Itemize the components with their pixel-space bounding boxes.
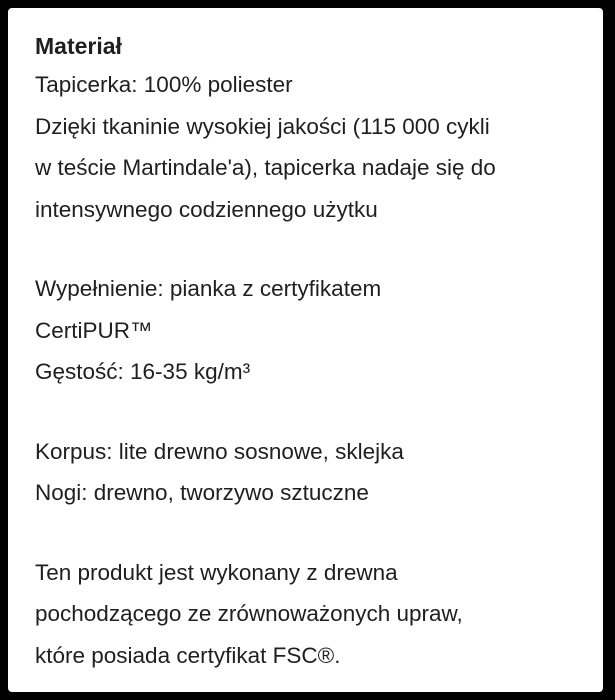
paragraph-spacer [35, 230, 603, 268]
sustainability-line: które posiada certyfikat FSC®. [35, 642, 341, 668]
paragraph-spacer [35, 514, 603, 552]
filling-block [35, 268, 603, 393]
upholstery-description-line: intensywnego codziennego użytku [35, 196, 378, 222]
sustainability-line: pochodzącego ze zrównoważonych upraw, [35, 601, 463, 626]
filling-line: Wypełnienie: pianka z certyfikatem [35, 276, 382, 301]
legs-line: Nogi: drewno, tworzywo sztuczne [35, 480, 369, 505]
filling-certificate-line: CertiPUR™ [35, 317, 153, 343]
sustainability-block [35, 552, 603, 677]
frame-block [35, 431, 603, 514]
material-info-panel [8, 8, 603, 692]
paragraph-spacer [35, 393, 603, 431]
frame-line: Korpus: lite drewno sosnowe, sklejka [35, 438, 404, 464]
sustainability-line: Ten produkt jest wykonany z drewna [35, 559, 398, 585]
upholstery-description-line: w teście Martindale'a), tapicerka nadaje się do [35, 155, 496, 180]
density-line: Gęstość: 16-35 kg/m³ [35, 359, 251, 384]
section-heading: Materiał [35, 33, 122, 59]
upholstery-description-line: Dzięki tkaninie wysokiej jakości (115 000 cykli [35, 113, 490, 139]
upholstery-block [35, 64, 603, 230]
upholstery-line: Tapicerka: 100% poliester [35, 72, 293, 97]
